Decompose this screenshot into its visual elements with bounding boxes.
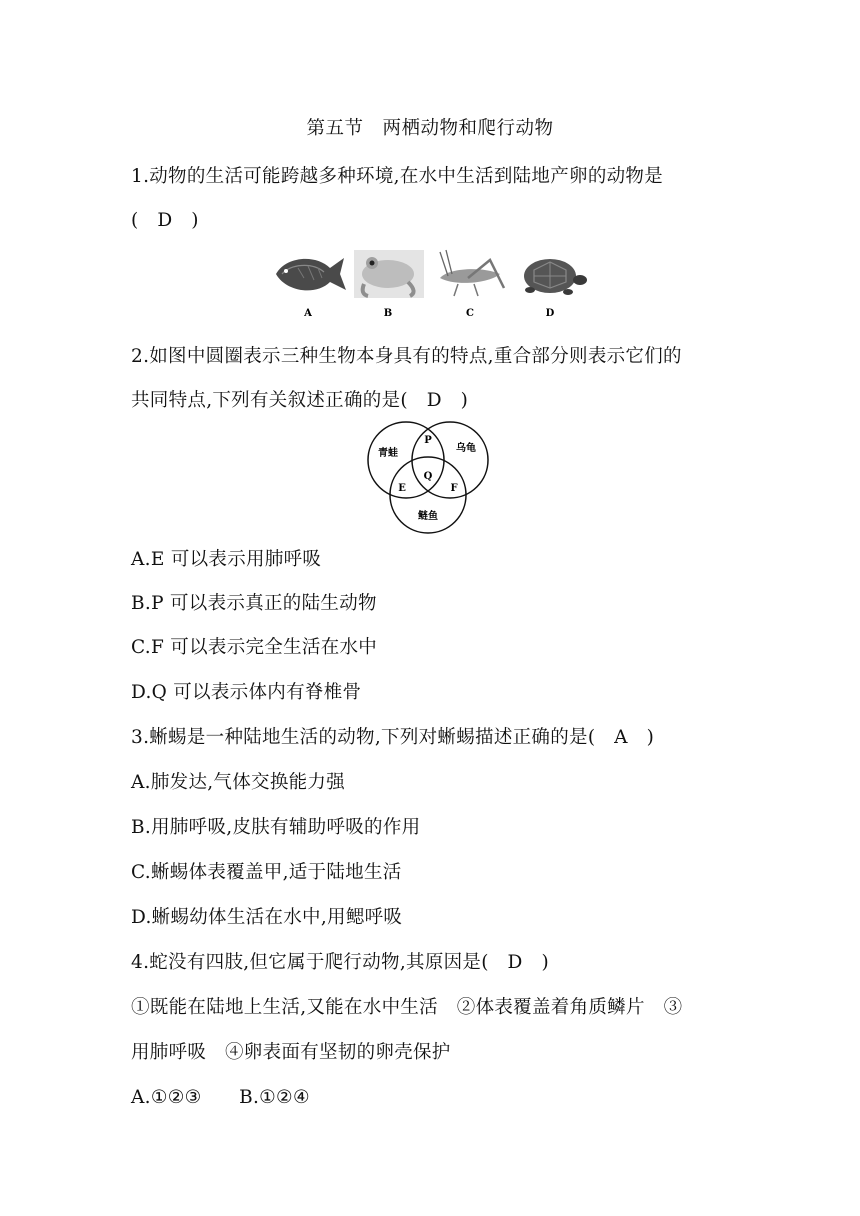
venn-diagram xyxy=(362,418,494,536)
question-2-option-c: C.F 可以表示完全生活在水中 xyxy=(131,637,378,658)
venn-region-f: F xyxy=(450,483,458,494)
question-2-option-b: B.P 可以表示真正的陆生动物 xyxy=(131,593,377,614)
question-3-option-a: A.肺发达,气体交换能力强 xyxy=(131,772,346,793)
question-2-option-a: A.E 可以表示用肺呼吸 xyxy=(131,549,322,570)
question-2-option-d: D.Q 可以表示体内有脊椎骨 xyxy=(131,682,362,703)
question-1-stem: 1.动物的生活可能跨越多种环境,在水中生活到陆地产卵的动物是 xyxy=(131,166,664,187)
page-title: 第五节 两栖动物和爬行动物 xyxy=(306,118,554,139)
venn-label-turtle: 乌龟 xyxy=(456,443,476,454)
image-label-d: D xyxy=(545,308,555,319)
venn-label-fish: 鲢鱼 xyxy=(418,511,438,522)
question-4-statements-line-2: 用肺呼吸 ④卵表面有坚韧的卵壳保护 xyxy=(131,1042,451,1063)
venn-region-p: P xyxy=(424,435,432,446)
venn-region-q: Q xyxy=(423,471,433,482)
question-4-statements-line-1: ①既能在陆地上生活,又能在水中生活 ②体表覆盖着角质鳞片 ③ xyxy=(131,997,683,1018)
question-3-option-d: D.蜥蜴幼体生活在水中,用鳃呼吸 xyxy=(131,907,403,928)
question-3-stem: 3.蜥蜴是一种陆地生活的动物,下列对蜥蜴描述正确的是( A ) xyxy=(131,727,655,748)
fish-icon xyxy=(276,258,346,290)
image-label-b: B xyxy=(383,308,393,319)
venn-circle-frog xyxy=(368,422,444,498)
question-3-option-b: B.用肺呼吸,皮肤有辅助呼吸的作用 xyxy=(131,817,421,838)
question-4-options: A.①②③ B.①②④ xyxy=(131,1087,310,1108)
question-3-option-c: C.蜥蜴体表覆盖甲,适于陆地生活 xyxy=(131,862,402,883)
image-label-a: A xyxy=(304,308,312,319)
venn-label-frog: 青蛙 xyxy=(378,448,398,459)
venn-region-e: E xyxy=(398,483,406,494)
question-2-stem-line-1: 2.如图中圆圈表示三种生物本身具有的特点,重合部分则表示它们的 xyxy=(131,346,682,367)
grasshopper-icon xyxy=(440,250,504,296)
frog-icon xyxy=(354,250,424,298)
image-label-c: C xyxy=(466,308,474,319)
turtle-icon xyxy=(524,259,587,295)
question-4-stem: 4.蛇没有四肢,但它属于爬行动物,其原因是( D ) xyxy=(131,952,549,973)
question-1-answer: ( D ) xyxy=(131,210,199,231)
animal-images xyxy=(268,246,598,322)
question-2-stem-line-2: 共同特点,下列有关叙述正确的是( D ) xyxy=(131,390,469,411)
